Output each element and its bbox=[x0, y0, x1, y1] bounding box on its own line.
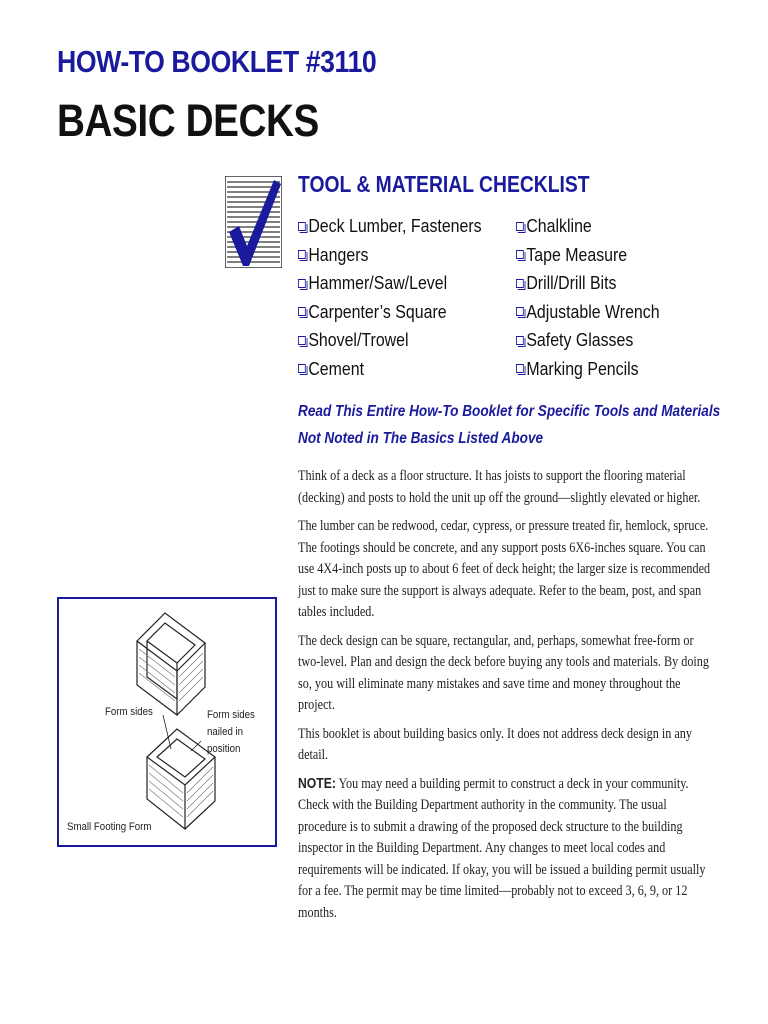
note-text: You may need a building permit to construct a deck in your community. Check with the Building Department authority in the community. The usual procedure is to submit a drawing of the proposed deck structure to the building inspector in the Building Department. Any changes to meet local codes and requirements will be indicated. If okay, you will be issued a building permit usually for a fee. The permit may be time limited—probably not to exceed 3, 6, 9, or 12 months. bbox=[298, 775, 706, 921]
paragraph: The lumber can be redwood, cedar, cypress, or pressure treated fir, hemlock, spruce. The footings should be concrete, and any support posts 6X6-inches square. You can use 4X4-inch posts up to about 6 feet of deck height; the larger size is recommended just to make sure the support is always adequate. Refer to the beam, post, and span tables included. bbox=[298, 518, 711, 620]
read-booklet-note: Read This Entire How-To Booklet for Specific Tools and Materials Not Noted in The Basics Listed Above bbox=[298, 403, 721, 447]
checklist-item-label: Safety Glasses bbox=[526, 329, 634, 351]
checklist-item bbox=[516, 298, 660, 327]
checklist-item-label: Chalkline bbox=[526, 215, 592, 237]
checklist-item-label: Marking Pencils bbox=[526, 357, 639, 379]
body-text bbox=[298, 466, 715, 931]
checklist-item bbox=[298, 269, 482, 298]
checklist-item bbox=[516, 212, 660, 241]
nailed-label-line1: Form sides bbox=[207, 709, 255, 721]
checklist-item bbox=[298, 212, 482, 241]
checkmark-icon bbox=[225, 176, 282, 268]
checklist-item-label: Deck Lumber, Fasteners bbox=[308, 215, 482, 237]
note-paragraph bbox=[298, 774, 715, 925]
checkbox-icon bbox=[298, 250, 306, 259]
note-label: NOTE: bbox=[298, 775, 336, 792]
page-title: BASIC DECKS bbox=[57, 95, 319, 146]
checklist-item bbox=[516, 269, 660, 298]
checklist-right-column bbox=[516, 212, 683, 383]
checklist-item-label: Carpenter’s Square bbox=[308, 300, 447, 322]
nailed-label-line3: position bbox=[207, 743, 241, 755]
checklist-item-label: Drill/Drill Bits bbox=[526, 272, 617, 294]
checkbox-icon bbox=[516, 307, 524, 316]
checklist-item-label: Shovel/Trowel bbox=[308, 329, 409, 351]
checkbox-icon bbox=[516, 364, 524, 373]
paragraph: The deck design can be square, rectangular, and, perhaps, somewhat free-form or two-level. Plan and design the deck before buying any tools and materials. By doing so, you will eliminate many mistakes and save time and money throughout the project. bbox=[298, 632, 709, 713]
checkbox-icon bbox=[516, 279, 524, 288]
checklist-item-label: Hangers bbox=[308, 243, 369, 265]
checkbox-icon bbox=[298, 279, 306, 288]
checkbox-icon bbox=[298, 336, 306, 345]
nailed-label-line2: nailed in bbox=[207, 726, 244, 738]
checklist-heading: TOOL & MATERIAL CHECKLIST bbox=[298, 171, 590, 197]
checklist-item-label: Cement bbox=[308, 357, 365, 379]
checklist-item bbox=[516, 326, 660, 355]
checkbox-icon bbox=[298, 364, 306, 373]
paragraph: This booklet is about building basics only. It does not address deck design in any detail. bbox=[298, 725, 692, 763]
checklist-item-label: Hammer/Saw/Level bbox=[308, 272, 448, 294]
checkbox-icon bbox=[298, 222, 306, 231]
checkbox-icon bbox=[516, 222, 524, 231]
figure-caption: Small Footing Form bbox=[67, 821, 152, 833]
paragraph: Think of a deck as a floor structure. It has joists to support the flooring material (decking) and posts to hold the unit up off the ground—slightly elevated or higher. bbox=[298, 468, 701, 506]
checklist-item bbox=[516, 355, 660, 384]
checklist-item-label: Tape Measure bbox=[526, 243, 628, 265]
checklist-item bbox=[298, 241, 482, 270]
checklist-item bbox=[298, 326, 482, 355]
checklist-item bbox=[516, 241, 660, 270]
checkbox-icon bbox=[516, 250, 524, 259]
checklist-item bbox=[298, 298, 482, 327]
checklist-item-label: Adjustable Wrench bbox=[526, 300, 660, 322]
checklist-left-column bbox=[298, 212, 512, 383]
form-sides-label: Form sides bbox=[105, 706, 153, 718]
checkbox-icon bbox=[516, 336, 524, 345]
checklist-item bbox=[298, 355, 482, 384]
booklet-number: HOW-TO BOOKLET #3110 bbox=[57, 44, 377, 79]
footing-form-figure bbox=[57, 597, 277, 847]
checkbox-icon bbox=[298, 307, 306, 316]
